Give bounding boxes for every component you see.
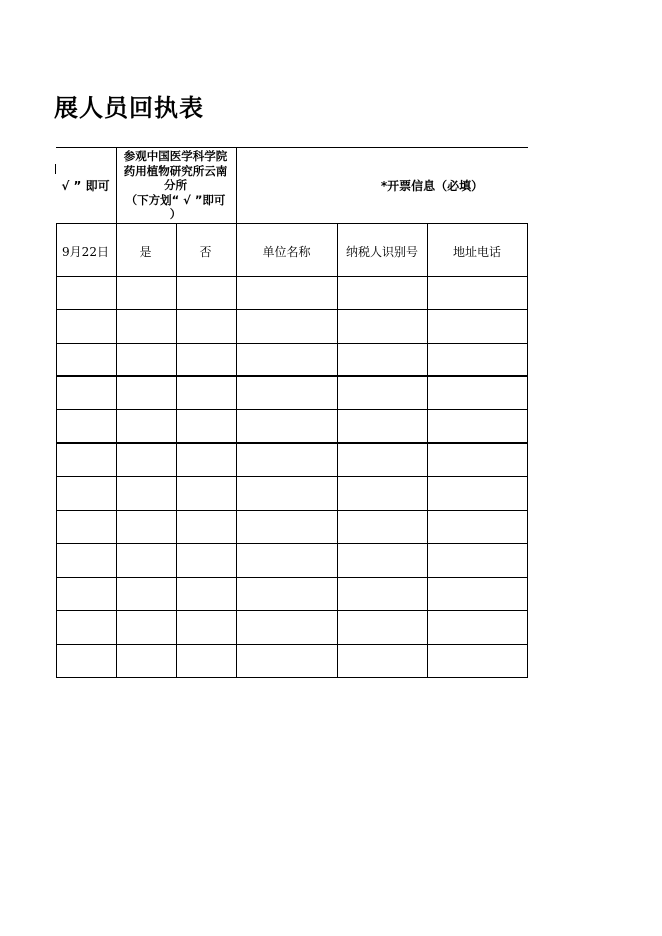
table-cell[interactable] <box>237 645 337 677</box>
table-cell[interactable] <box>428 544 527 577</box>
table-cell[interactable] <box>237 310 337 343</box>
table-cell[interactable] <box>177 511 236 543</box>
table-cell[interactable] <box>237 410 337 443</box>
table-cell[interactable] <box>237 277 337 309</box>
table-cell[interactable] <box>338 645 427 677</box>
table-cell[interactable] <box>177 410 236 443</box>
table-cell[interactable] <box>428 310 527 343</box>
subheader-date: 9月22日 <box>62 245 109 259</box>
table-cell[interactable] <box>117 277 176 309</box>
table-cell[interactable] <box>117 477 176 510</box>
table-cell[interactable] <box>338 310 427 343</box>
table-cell[interactable] <box>428 477 527 510</box>
table-cell[interactable] <box>338 277 427 309</box>
table-cell[interactable] <box>177 645 236 677</box>
table-cell[interactable] <box>237 578 337 610</box>
table-cell[interactable] <box>57 344 116 376</box>
table-cell[interactable] <box>57 611 116 644</box>
table-cell[interactable] <box>428 645 527 677</box>
table-cell[interactable] <box>57 444 116 476</box>
visit-line-3: 分所 <box>164 178 187 192</box>
table-cell[interactable] <box>177 611 236 644</box>
table-cell[interactable] <box>57 377 116 409</box>
table-cell[interactable] <box>117 544 176 577</box>
table-cell[interactable] <box>237 377 337 409</box>
visit-line-2: 药用植物研究所云南 <box>123 163 228 178</box>
table-cell[interactable] <box>338 544 427 577</box>
table-cell[interactable] <box>338 578 427 610</box>
visit-line-4: （下方划“ √ ”即可 <box>125 192 226 207</box>
table-cell[interactable] <box>117 377 176 409</box>
table-cell[interactable] <box>57 277 116 309</box>
table-cell[interactable] <box>338 477 427 510</box>
header-visit-question <box>116 149 235 222</box>
table-cell[interactable] <box>117 611 176 644</box>
header-divider <box>116 147 117 223</box>
table-cell[interactable] <box>177 310 236 343</box>
table-cell[interactable] <box>428 611 527 644</box>
table-cell[interactable] <box>57 645 116 677</box>
header-left-label: √ ” 即可 <box>61 179 110 193</box>
table-cell[interactable] <box>428 377 527 409</box>
subheader-no: 否 <box>199 245 212 259</box>
visit-line-5: ） <box>169 207 182 221</box>
table-cell[interactable] <box>117 511 176 543</box>
table-cell[interactable] <box>338 611 427 644</box>
table-right-border <box>527 223 528 677</box>
table-cell[interactable] <box>117 310 176 343</box>
table-cell[interactable] <box>117 578 176 610</box>
table-cell[interactable] <box>428 410 527 443</box>
header-invoice-label: *开票信息（必填） <box>380 179 484 193</box>
table-cell[interactable] <box>177 344 236 376</box>
table-cell[interactable] <box>237 511 337 543</box>
table-cell[interactable] <box>57 477 116 510</box>
table-cell[interactable] <box>117 344 176 376</box>
table-cell[interactable] <box>338 344 427 376</box>
table-cell[interactable] <box>177 544 236 577</box>
subheader-yes: 是 <box>139 245 152 259</box>
table-cell[interactable] <box>57 578 116 610</box>
table-cell[interactable] <box>237 444 337 476</box>
table-cell[interactable] <box>117 410 176 443</box>
table-cell[interactable] <box>177 477 236 510</box>
table-cell[interactable] <box>57 544 116 577</box>
subheader-address-phone: 地址电话 <box>452 245 501 259</box>
row-border <box>56 677 528 678</box>
table-cell[interactable] <box>117 444 176 476</box>
table-cell[interactable] <box>237 477 337 510</box>
left-tick-mark <box>55 164 56 174</box>
table-cell[interactable] <box>57 511 116 543</box>
table-cell[interactable] <box>177 377 236 409</box>
table-cell[interactable] <box>117 645 176 677</box>
page-title: 展人员回执表 <box>54 93 204 122</box>
table-cell[interactable] <box>338 410 427 443</box>
table-cell[interactable] <box>428 444 527 476</box>
table-top-border <box>56 147 528 148</box>
table-cell[interactable] <box>428 344 527 376</box>
table-cell[interactable] <box>177 277 236 309</box>
table-cell[interactable] <box>338 511 427 543</box>
table-cell[interactable] <box>338 444 427 476</box>
table-cell[interactable] <box>338 377 427 409</box>
header-row-border <box>56 223 528 224</box>
table-cell[interactable] <box>237 611 337 644</box>
subheader-company: 单位名称 <box>262 245 311 259</box>
table-cell[interactable] <box>428 578 527 610</box>
table-cell[interactable] <box>57 310 116 343</box>
table-cell[interactable] <box>177 444 236 476</box>
subheader-tax-id: 纳税人识别号 <box>345 245 418 259</box>
header-divider <box>236 147 237 223</box>
table-cell[interactable] <box>428 277 527 309</box>
visit-line-1: 参观中国医学科学院 <box>123 149 228 163</box>
table-cell[interactable] <box>237 344 337 376</box>
table-cell[interactable] <box>428 511 527 543</box>
table-cell[interactable] <box>237 544 337 577</box>
table-cell[interactable] <box>57 410 116 443</box>
table-cell[interactable] <box>177 578 236 610</box>
